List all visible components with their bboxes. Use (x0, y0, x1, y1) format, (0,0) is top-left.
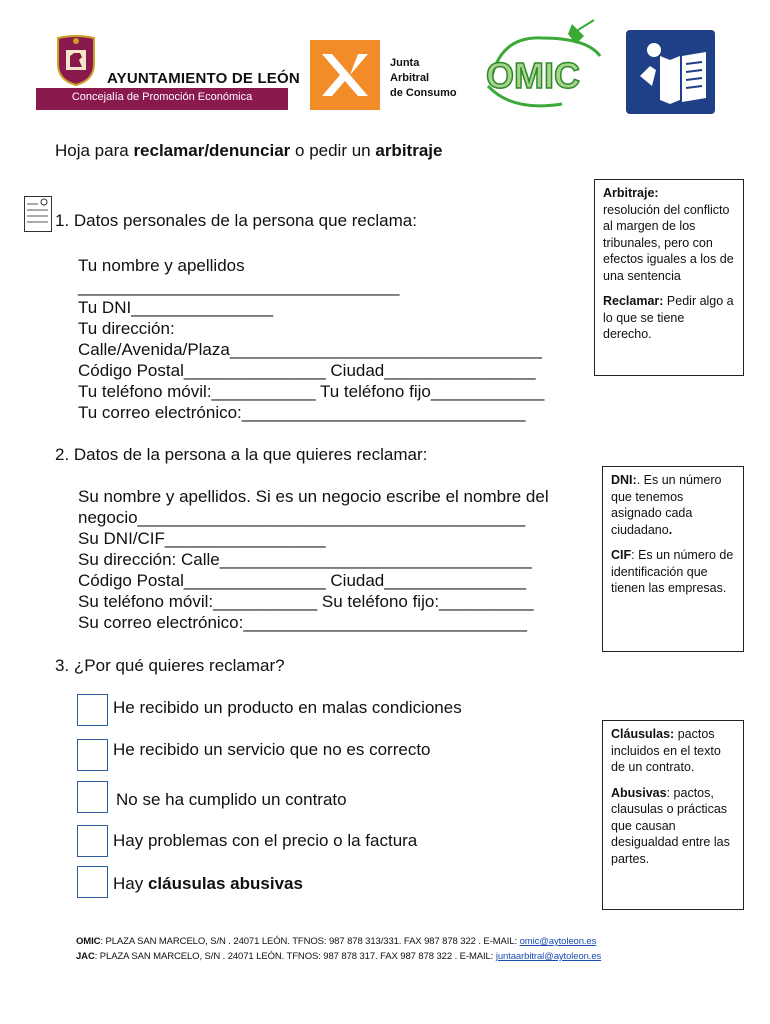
field-su-codigo-postal-ciudad[interactable]: Código Postal_______________ Ciudad_______________ (78, 571, 527, 590)
dni-term: DNI: (611, 473, 637, 487)
field-calle[interactable]: Calle/Avenida/Plaza_________________________________ (78, 340, 542, 359)
field-nombre-label: Tu nombre y apellidos (78, 256, 245, 275)
abusivas-term: Abusivas (611, 785, 667, 800)
checkbox-precio[interactable] (77, 825, 108, 857)
field-telefonos[interactable]: Tu teléfono móvil:___________ Tu teléfono fijo____________ (78, 382, 545, 401)
option-clausulas-prefix: Hay (113, 874, 148, 893)
omic-logo-icon (472, 16, 614, 118)
junta-line-2: Arbitral (390, 72, 430, 84)
field-correo[interactable]: Tu correo electrónico:______________________________ (78, 403, 526, 422)
arbitraje-term: Arbitraje: (603, 186, 659, 200)
arbitraje-definition: resolución del conflicto al margen de los tribunales, pero con efectos iguales a los de una sentencia (603, 202, 734, 283)
junta-line-1: Junta (390, 57, 420, 69)
ayuntamiento-name: AYUNTAMIENTO DE LEÓN (107, 70, 300, 87)
footer-omic-label: OMIC (76, 936, 101, 947)
clausulas-term: Cláusulas: (611, 727, 675, 741)
option-contrato-label: No se ha cumplido un contrato (116, 790, 347, 809)
option-precio-label: Hay problemas con el precio o la factura (113, 831, 418, 850)
field-codigo-postal-ciudad[interactable]: Código Postal_______________ Ciudad________________ (78, 361, 536, 380)
section-1-heading: 1. Datos personales de la persona que reclama: (55, 211, 417, 230)
cif-term: CIF (611, 548, 632, 562)
option-producto-label: He recibido un producto en malas condiciones (113, 698, 462, 717)
page-title (55, 141, 442, 161)
dni-definition: . Es un número que tenemos asignado cada ciudadano (611, 473, 722, 537)
field-su-telefonos[interactable]: Su teléfono móvil:___________ Su teléfono fijo:__________ (78, 592, 534, 611)
leon-coat-of-arms-icon (52, 34, 100, 86)
concejalia-bar (36, 88, 288, 110)
field-su-direccion[interactable]: Su dirección: Calle_________________________________ (78, 550, 532, 569)
clausulas-definition: pactos incluidos en el texto de un contrato. (611, 727, 721, 774)
title-bold-reclamar: reclamar/denunciar (133, 141, 291, 160)
field-negocio[interactable]: negocio_________________________________________ (78, 508, 526, 527)
footer-omic (76, 936, 596, 947)
reclamar-term: Reclamar: (603, 294, 664, 308)
field-su-nombre-label: Su nombre y apellidos. Si es un negocio escribe el nombre del (78, 487, 549, 506)
cif-definition: : Es un número de identificación que tienen las empresas. (611, 548, 734, 595)
section-2-heading: 2. Datos de la persona a la que quieres reclamar: (55, 445, 428, 464)
junta-arbitral-logo-icon (310, 40, 380, 110)
option-clausulas-label (113, 874, 303, 894)
section-2-fields (78, 486, 549, 633)
junta-arbitral-text (390, 56, 457, 101)
dni-end: . (668, 522, 673, 537)
concejalia-label: Concejalía de Promoción Económica (71, 91, 253, 103)
field-su-correo[interactable]: Su correo electrónico:______________________________ (78, 613, 527, 632)
footer-jac-label: JAC (76, 951, 95, 962)
reclamar-definition: Pedir algo a lo que se tiene derecho. (603, 294, 734, 341)
field-dni[interactable]: Tu DNI_______________ (78, 298, 274, 317)
abusivas-definition: : pactos, clausulas o prácticas que causan desigualdad entre las partes. (611, 785, 730, 866)
field-nombre-line[interactable]: __________________________________ (78, 277, 400, 296)
option-clausulas-bold: cláusulas abusivas (147, 874, 303, 893)
field-direccion-label: Tu dirección: (78, 319, 175, 338)
footer-jac (76, 951, 601, 962)
title-bold-arbitraje: arbitraje (375, 141, 443, 160)
clausulas-definition-box (602, 720, 744, 910)
dni-cif-definition-box (602, 466, 744, 652)
easy-reading-logo-icon (626, 30, 715, 114)
checkbox-contrato[interactable] (77, 781, 108, 813)
footer-jac-text: : PLAZA SAN MARCELO, S/N . 24071 LEÓN. TFNOS: 987 878 317. FAX 987 878 322 . E-MAIL: (94, 951, 496, 962)
section-1-fields (78, 255, 544, 423)
arbitraje-definition-box (594, 179, 744, 376)
option-servicio-label: He recibido un servicio que no es correcto (113, 740, 431, 759)
checkbox-clausulas[interactable] (77, 866, 108, 898)
omic-logo-text: OMIC (486, 55, 580, 96)
section-3-heading: 3. ¿Por qué quieres reclamar? (55, 656, 285, 675)
footer-omic-email-link[interactable]: omic@aytoleon.es (519, 936, 597, 947)
checkbox-servicio[interactable] (77, 739, 108, 771)
title-prefix: Hoja para (55, 141, 134, 160)
footer-omic-text: : PLAZA SAN MARCELO, S/N . 24071 LEÓN. TFNOS: 987 878 313/331. FAX 987 878 322 . E-MAIL: (100, 936, 520, 947)
title-mid: o pedir un (290, 141, 376, 160)
form-icon (24, 196, 52, 232)
footer-jac-email-link[interactable]: juntaarbitral@aytoleon.es (495, 951, 602, 962)
checkbox-producto[interactable] (77, 694, 108, 726)
junta-line-3: de Consumo (390, 87, 457, 99)
field-dni-cif[interactable]: Su DNI/CIF_________________ (78, 529, 326, 548)
